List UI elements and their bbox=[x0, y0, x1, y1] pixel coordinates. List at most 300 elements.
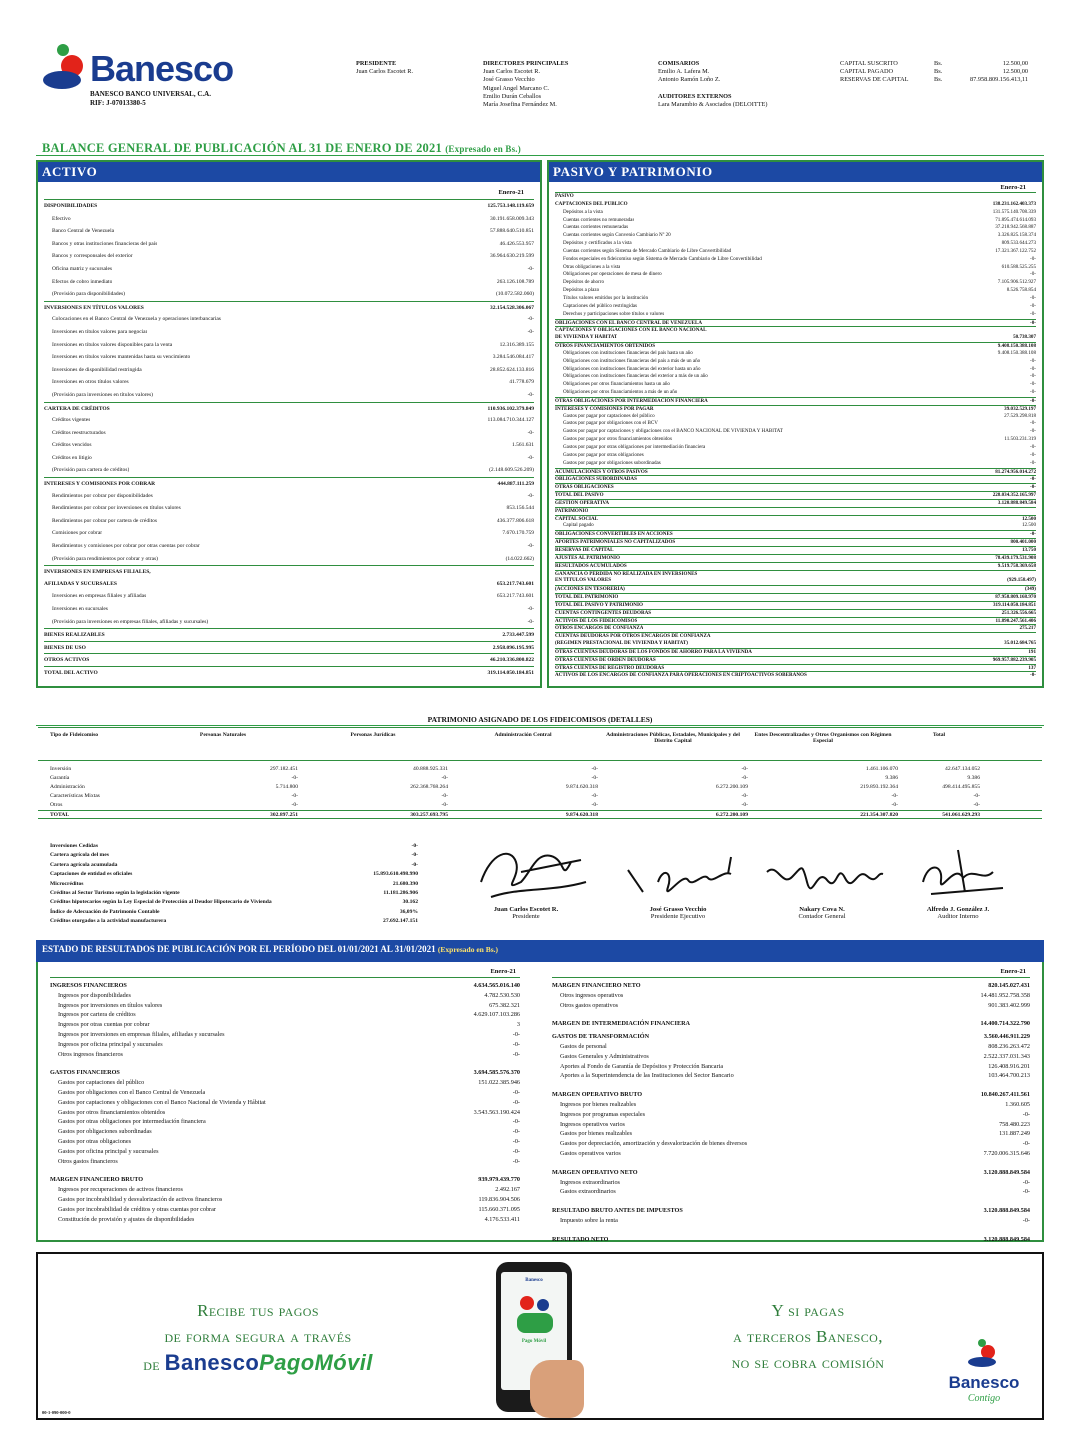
line-item-row bbox=[552, 1052, 1030, 1062]
row-label: (Provisión para inversiones en empresas filiales, afiliadas y sucursales) bbox=[52, 618, 209, 625]
banesco-logo bbox=[42, 42, 272, 112]
row-value: (10.072.582.060) bbox=[495, 291, 534, 298]
row-value: -0- bbox=[527, 429, 534, 436]
row-value: -0- bbox=[1022, 1216, 1030, 1224]
section-row bbox=[44, 565, 534, 578]
row-label: OBLIGACIONES CON EL BANCO CENTRAL DE VENEZUELA bbox=[555, 319, 703, 326]
row-value: 71.895.474.614.093 bbox=[995, 216, 1036, 223]
capital-currency: Bs. bbox=[934, 60, 943, 67]
presidente-name: Juan Carlos Escotet R. bbox=[356, 68, 414, 76]
signature-cova-icon bbox=[757, 842, 887, 906]
row-value: 10.840.267.411.561 bbox=[980, 1091, 1030, 1099]
row-value: 35.012.684.765 bbox=[1004, 640, 1036, 647]
resultados-right-rows bbox=[552, 981, 1030, 1245]
fid-cell: -0- bbox=[741, 802, 748, 808]
row-label: AFILIADAS Y SUCURSALES bbox=[44, 580, 117, 587]
row-value: 27.529.298.818 bbox=[1004, 412, 1036, 419]
row-label: OBLIGACIONES SUBORDINADAS bbox=[555, 476, 637, 483]
presidente-title: PRESIDENTE bbox=[356, 60, 397, 67]
advert-line-text: de bbox=[143, 1355, 160, 1374]
presidente-block bbox=[356, 60, 413, 76]
capital-label: RESERVAS DE CAPITAL bbox=[840, 76, 909, 84]
row-label: Captaciones del público restringidas bbox=[563, 302, 637, 309]
row-label: MARGEN OPERATIVO BRUTO bbox=[552, 1091, 643, 1099]
fid-cell: 9.386 bbox=[967, 775, 980, 781]
row-label: (Provisión para rendimientos por cobrar y otras) bbox=[52, 555, 158, 562]
line-item-row bbox=[44, 439, 534, 452]
row-value: 251.326.556.665 bbox=[1001, 609, 1036, 616]
line-item-row bbox=[555, 311, 1036, 319]
line-item-row bbox=[44, 490, 534, 503]
section-row bbox=[555, 326, 1036, 334]
fid-cell: -0- bbox=[891, 802, 898, 808]
advert-line bbox=[118, 1350, 398, 1378]
row-value: -0- bbox=[1030, 531, 1036, 538]
row-value: -0- bbox=[1030, 484, 1036, 491]
row-label: CUENTAS DEUDORAS POR OTROS ENCARGOS DE CONFIANZA bbox=[555, 633, 711, 640]
row-label: RESULTADO BRUTO ANTES DE IMPUESTOS bbox=[552, 1207, 683, 1215]
fid-cell: 9.874.620.318 bbox=[565, 784, 598, 790]
row-label: Ingresos por inversiones en empresas filiales, afiliadas y sucursales bbox=[58, 1030, 225, 1038]
row-value: 319.114.050.184.851 bbox=[992, 601, 1036, 608]
row-label: Otros ingresos financieros bbox=[58, 1050, 123, 1058]
line-item-row bbox=[555, 271, 1036, 279]
row-value: 12.316.389.155 bbox=[499, 341, 534, 348]
row-value: (349) bbox=[1024, 586, 1036, 593]
line-item-row bbox=[44, 263, 534, 276]
fid-cell: -0- bbox=[741, 766, 748, 772]
fid-total-row bbox=[38, 810, 1042, 819]
capital-block bbox=[840, 60, 1028, 85]
section-row bbox=[555, 671, 1036, 679]
indicator-label: Cartera agrícola del mes bbox=[50, 852, 109, 859]
line-item-row bbox=[50, 1157, 520, 1167]
row-label: Obligaciones con instituciones financieras del exterior hasta un año bbox=[563, 365, 701, 372]
section-row bbox=[555, 491, 1036, 499]
section-row bbox=[555, 624, 1036, 632]
row-value: 131.575.140.708.339 bbox=[992, 208, 1036, 215]
fid-cell: -0- bbox=[591, 793, 598, 799]
director-name: María Josefina Fernández M. bbox=[483, 101, 557, 109]
pagomovil-brand-name: Banesco bbox=[164, 1350, 260, 1375]
row-value: -0- bbox=[1030, 381, 1036, 388]
directores-block bbox=[483, 60, 568, 109]
row-value: 2.733.447.599 bbox=[502, 632, 534, 639]
indicator-value: -0- bbox=[411, 861, 418, 868]
row-label: Gastos por pagar por captaciones y obligaciones con el BANCO NACIONAL DE VIVIENDA Y HÁBITAT bbox=[563, 428, 783, 435]
fid-header-cell: Administraciones Públicas, Estadales, Municipales y del Distrito Capital bbox=[606, 732, 740, 744]
indicator-value: -0- bbox=[411, 843, 418, 849]
line-item-row bbox=[552, 1187, 1030, 1197]
line-item-row bbox=[555, 217, 1036, 225]
row-label: Otros ingresos operativos bbox=[560, 991, 624, 999]
line-item-row bbox=[555, 522, 1036, 530]
row-value: -0- bbox=[512, 1040, 520, 1048]
row-label: Impuesto sobre la renta bbox=[560, 1216, 618, 1224]
row-value: 3.120.888.849.584 bbox=[983, 1168, 1030, 1176]
line-item-row bbox=[50, 1088, 520, 1098]
row-value: 1.561.631 bbox=[512, 442, 534, 449]
row-label: Créditos vencidos bbox=[52, 442, 92, 449]
line-item-row bbox=[555, 381, 1036, 389]
row-label: Obligaciones con instituciones financieras del país a más de un año bbox=[563, 357, 701, 364]
section-row bbox=[555, 342, 1036, 350]
row-value: -0- bbox=[1030, 397, 1036, 404]
row-label: Depósitos a la vista bbox=[563, 208, 603, 215]
row-label: INVERSIONES EN EMPRESAS FILIALES, bbox=[44, 569, 151, 576]
signature-escotet-icon bbox=[461, 842, 591, 906]
row-label: Ingresos por disponibilidades bbox=[58, 991, 131, 999]
capital-currency: Bs. bbox=[934, 68, 943, 76]
line-item-row bbox=[552, 1120, 1030, 1130]
fid-cell: -0- bbox=[741, 793, 748, 799]
row-label: Ingresos por cartera de créditos bbox=[58, 1011, 136, 1019]
fid-cell: 40.888.925.331 bbox=[413, 766, 448, 772]
signer-role: Contador General bbox=[798, 913, 846, 920]
row-label: Gastos por bienes realizables bbox=[560, 1130, 632, 1138]
line-item-row bbox=[50, 1030, 520, 1040]
line-item-row bbox=[50, 1117, 520, 1127]
fid-total-cell: 303.257.693.795 bbox=[410, 812, 448, 818]
signer-name: Juan Carlos Escotet R. bbox=[493, 906, 559, 913]
row-label: Gastos por pagar por obligaciones subordinadas bbox=[563, 459, 661, 466]
section-row bbox=[555, 334, 1036, 342]
section-row bbox=[44, 301, 534, 314]
row-label: Depósitos de ahorro bbox=[563, 279, 605, 286]
line-item-row bbox=[555, 224, 1036, 232]
section-row bbox=[555, 570, 1036, 578]
line-item-row bbox=[50, 1078, 520, 1088]
row-label: RESULTADO NETO bbox=[552, 1235, 609, 1243]
row-spacer bbox=[552, 1197, 1030, 1203]
row-value: -0- bbox=[512, 1088, 520, 1096]
line-item-row bbox=[44, 502, 534, 515]
row-label: OTRAS CUENTAS DE REGISTRO DEUDORAS bbox=[555, 664, 665, 671]
row-value: 3.560.446.911.229 bbox=[983, 1033, 1030, 1041]
row-value: (14.022.662) bbox=[505, 555, 534, 562]
fid-cell: Características Mixtas bbox=[50, 793, 100, 799]
section-row bbox=[555, 664, 1036, 672]
line-item-row bbox=[44, 339, 534, 352]
row-label: INTERESES Y COMISIONES POR COBRAR bbox=[44, 481, 156, 488]
pagomovil-product-name: PagoMóvil bbox=[259, 1350, 373, 1375]
activo-heading: ACTIVO bbox=[38, 162, 540, 182]
fid-cell: -0- bbox=[973, 802, 980, 808]
capital-value: 12.500,00 bbox=[1002, 68, 1028, 76]
row-label: Constitución de provisión y ajustes de disponibilidades bbox=[58, 1215, 195, 1223]
fid-cell: 1.461.106.070 bbox=[865, 766, 898, 772]
fid-cell: -0- bbox=[291, 775, 298, 781]
resultados-right-column bbox=[552, 965, 1030, 1245]
signature-block bbox=[888, 842, 1028, 920]
row-label: Gastos por captaciones del público bbox=[58, 1079, 145, 1087]
rif: RIF: J-07013380-5 bbox=[90, 99, 146, 107]
row-value: 126.408.916.201 bbox=[988, 1062, 1030, 1070]
line-item-row bbox=[552, 1100, 1030, 1110]
row-value: 11.503.231.319 bbox=[1004, 436, 1036, 443]
line-item-row bbox=[50, 1010, 520, 1020]
row-value: 444.887.111.259 bbox=[497, 481, 534, 488]
section-row bbox=[555, 515, 1036, 523]
row-label: Depósitos y certificados a la vista bbox=[563, 240, 632, 247]
line-item-row bbox=[555, 303, 1036, 311]
fid-header-cell: Personas Naturales bbox=[199, 732, 247, 738]
row-value: -0- bbox=[1030, 357, 1036, 364]
indicator-row bbox=[50, 842, 418, 851]
row-value: 969.957.882.239.905 bbox=[992, 656, 1036, 663]
row-value: 113.084.710.344.127 bbox=[487, 417, 534, 424]
fid-cell: 262.368.768.264 bbox=[410, 784, 448, 790]
row-label: Obligaciones con instituciones financieras del exterior a más de un año bbox=[563, 373, 708, 380]
row-value: 46.426.553.957 bbox=[499, 240, 534, 247]
row-value: 8.526.758.854 bbox=[1006, 287, 1036, 294]
row-label: Gastos por otras obligaciones por intermediación financiera bbox=[58, 1118, 206, 1126]
activo-column-header: Enero-21 bbox=[44, 186, 534, 200]
line-item-row bbox=[555, 444, 1036, 452]
fid-total-cell: 302.897.251 bbox=[270, 812, 298, 818]
line-item-row bbox=[44, 603, 534, 616]
row-value: 3.326.825.158.374 bbox=[997, 232, 1036, 239]
fid-cell: Garantía bbox=[50, 775, 70, 781]
row-label: CAPTACIONES Y OBLIGACIONES CON EL BANCO NACIONAL bbox=[555, 327, 707, 334]
line-item-row bbox=[555, 358, 1036, 366]
row-label: TOTAL DEL PASIVO Y PATRIMONIO bbox=[555, 601, 643, 608]
row-value: 820.145.027.431 bbox=[988, 982, 1030, 989]
activo-panel bbox=[36, 160, 542, 688]
fid-header-cell: Entes Descentralizados y Otros Organismos con Régimen Especial bbox=[754, 732, 892, 744]
row-value: -0- bbox=[512, 1157, 520, 1165]
fid-cell: -0- bbox=[741, 775, 748, 781]
row-value: -0- bbox=[1030, 428, 1036, 435]
line-item-row bbox=[555, 295, 1036, 303]
line-item-row bbox=[50, 1127, 520, 1137]
row-label: Otros gastos operativos bbox=[560, 1001, 619, 1009]
indicator-label: Créditos hipotecarios según la Ley Especial de Protección al Deudor Hipotecario de Vivienda bbox=[50, 899, 272, 906]
row-value bbox=[1032, 633, 1036, 640]
row-label: (Provisión para inversiones en títulos valores) bbox=[52, 391, 153, 398]
people-illustration-icon bbox=[509, 1289, 559, 1337]
row-value: 610.588.525.255 bbox=[1001, 263, 1036, 270]
row-value: -0- bbox=[1030, 444, 1036, 450]
section-row bbox=[555, 397, 1036, 405]
section-row bbox=[44, 477, 534, 490]
row-value: 57.888.640.510.851 bbox=[490, 228, 534, 235]
advert-line: Recibe tus pagos bbox=[197, 1301, 319, 1320]
comisario-name: Antonio Ramón Loño Z. bbox=[658, 76, 721, 84]
line-item-row bbox=[44, 225, 534, 238]
fid-cell: -0- bbox=[441, 775, 448, 781]
fid-header-cell: Tipo de Fideicomiso bbox=[50, 732, 99, 738]
row-value: 2.522.337.031.343 bbox=[983, 1052, 1030, 1060]
row-label: OBLIGACIONES CONVERTIBLES EN ACCIONES bbox=[555, 531, 673, 538]
row-label: Gastos por pagar por otras obligaciones por intermediación financiera bbox=[563, 444, 706, 450]
row-label: Otras obligaciones a la vista bbox=[563, 263, 621, 270]
director-name: Miguel Angel Marcano C. bbox=[483, 84, 550, 92]
line-item-row bbox=[555, 240, 1036, 248]
section-row bbox=[555, 475, 1036, 483]
capital-row bbox=[840, 60, 1028, 68]
section-row bbox=[555, 530, 1036, 538]
row-label: OTRAS CUENTAS DE ORDEN DEUDORAS bbox=[555, 656, 656, 663]
row-value: 800.401.000 bbox=[1010, 539, 1036, 546]
line-item-row bbox=[44, 376, 534, 389]
section-row bbox=[555, 546, 1036, 554]
row-value bbox=[1032, 327, 1036, 334]
signer-role: Presidente Ejecutivo bbox=[650, 913, 706, 920]
row-value: 3.120.888.849.584 bbox=[983, 1235, 1030, 1243]
line-item-row bbox=[44, 313, 534, 326]
row-label: Inversiones de disponibilidad restringida bbox=[52, 366, 142, 373]
row-value: 436.377.806.618 bbox=[496, 517, 534, 524]
section-row bbox=[555, 405, 1036, 413]
row-label: Cuentas corrientes según Convenio Cambiario Nº 20 bbox=[563, 232, 671, 239]
row-value: 46.210.336.800.822 bbox=[490, 657, 534, 664]
section-row bbox=[44, 666, 534, 679]
director-name: Juan Carlos Escotet R. bbox=[483, 68, 541, 76]
row-value: -0- bbox=[1030, 459, 1036, 466]
resultados-left-rows bbox=[50, 981, 520, 1224]
indicator-value: 36,09% bbox=[399, 908, 418, 915]
fid-cell: -0- bbox=[973, 793, 980, 799]
row-value: 853.156.544 bbox=[506, 505, 534, 512]
advert-left-text bbox=[118, 1298, 398, 1378]
legal-info bbox=[90, 90, 211, 108]
fid-cell: Otros bbox=[50, 802, 63, 808]
row-value: 4.629.107.103.286 bbox=[473, 1011, 520, 1019]
row-label: GASTOS FINANCIEROS bbox=[50, 1069, 120, 1077]
row-value: -0- bbox=[1030, 476, 1036, 483]
line-item-row bbox=[552, 1216, 1030, 1226]
row-value: 41.778.679 bbox=[509, 379, 534, 386]
row-value: -0- bbox=[527, 391, 534, 398]
row-value: 9.408.150.388.108 bbox=[997, 349, 1036, 356]
line-item-row bbox=[50, 1137, 520, 1147]
line-item-row bbox=[44, 326, 534, 339]
row-value: 653.217.743.601 bbox=[496, 593, 534, 600]
row-value: (2.148.609.526.209) bbox=[489, 467, 534, 474]
line-item-row bbox=[552, 1042, 1030, 1052]
row-label: Ingresos por oficina principal y sucursales bbox=[58, 1040, 163, 1048]
advert-line: Y si pagas bbox=[771, 1301, 845, 1320]
row-value: -0- bbox=[1030, 365, 1036, 372]
contigo-brand: Banesco bbox=[948, 1373, 1020, 1392]
row-label: Ingresos extraordinarios bbox=[560, 1178, 620, 1186]
row-label: RESERVAS DE CAPITAL bbox=[555, 546, 614, 553]
indicator-row bbox=[50, 917, 418, 926]
phone-illustration bbox=[496, 1262, 572, 1412]
row-value: 228.034.352.165.997 bbox=[992, 492, 1036, 499]
row-label: (Provisión para disponibilidades) bbox=[52, 291, 126, 298]
row-value: 3.284.546.084.417 bbox=[492, 354, 534, 361]
row-label: Gastos de personal bbox=[560, 1042, 607, 1050]
section-row bbox=[555, 617, 1036, 625]
row-label: Depósitos a plazo bbox=[563, 287, 600, 294]
line-item-row bbox=[50, 1001, 520, 1011]
row-label: CAPITAL SOCIAL bbox=[555, 515, 599, 522]
line-item-row bbox=[555, 256, 1036, 264]
banesco-bubbles-icon bbox=[966, 1338, 1002, 1368]
line-item-row bbox=[552, 1062, 1030, 1072]
row-label: Créditos vigentes bbox=[52, 417, 91, 424]
indicator-row bbox=[50, 870, 418, 879]
fid-cell: 6.272.200.109 bbox=[715, 784, 748, 790]
advert-line: no se cobra comisión bbox=[731, 1353, 885, 1372]
row-value: -0- bbox=[1030, 271, 1036, 278]
row-value: 11.890.247.561.406 bbox=[995, 617, 1036, 624]
row-label: Inversiones en empresas filiales y afiliadas bbox=[52, 593, 147, 600]
activo-rows bbox=[38, 200, 540, 679]
row-value: 7.670.170.759 bbox=[502, 530, 534, 537]
section-row bbox=[555, 319, 1036, 327]
row-value: 3 bbox=[516, 1021, 520, 1029]
section-row bbox=[555, 648, 1036, 656]
signer-name: José Grasso Vecchio bbox=[649, 906, 707, 913]
row-label: INTERESES Y COMISIONES POR PAGAR bbox=[555, 405, 654, 412]
row-value: -0- bbox=[1030, 451, 1036, 458]
fid-row bbox=[38, 765, 1042, 774]
line-item-row bbox=[552, 1071, 1030, 1081]
row-label: Gastos extraordinarios bbox=[560, 1188, 616, 1196]
row-label: Otros gastos financieros bbox=[58, 1157, 118, 1165]
fid-cell: 297.182.451 bbox=[270, 766, 298, 772]
row-value: 809.533.644.273 bbox=[1001, 240, 1036, 247]
title-rule bbox=[36, 155, 1044, 156]
comisarios-block bbox=[658, 60, 767, 109]
indicator-label: Créditos otorgados a la actividad manufacturera bbox=[50, 918, 167, 925]
row-label: Rendimientos por cobrar por disponibilidades bbox=[52, 492, 153, 499]
row-label: OTRAS CUENTAS DEUDORAS DE LOS FONDOS DE AHORRO PARA LA VIVIENDA bbox=[555, 648, 752, 655]
row-label: Ingresos por inversiones en títulos valores bbox=[58, 1001, 163, 1009]
row-value: 3.120.888.849.584 bbox=[983, 1207, 1030, 1215]
row-label: Créditos en litigio bbox=[52, 454, 92, 461]
row-spacer bbox=[552, 1081, 1030, 1087]
indicator-label: Microcréditos bbox=[50, 880, 84, 887]
row-label: Efectivo bbox=[52, 215, 71, 222]
indicator-row bbox=[50, 861, 418, 870]
section-row bbox=[44, 402, 534, 415]
row-value: 115.660.371.095 bbox=[478, 1205, 520, 1213]
section-row bbox=[552, 1168, 1030, 1178]
line-item-row bbox=[50, 1215, 520, 1225]
fid-cell: 42.647.134.052 bbox=[945, 766, 980, 772]
capital-label: CAPITAL SUSCRITO bbox=[840, 60, 898, 67]
row-value: -0- bbox=[1030, 319, 1036, 326]
section-row bbox=[555, 554, 1036, 562]
row-label: Banco Central de Venezuela bbox=[52, 228, 115, 235]
row-value: 119.836.904.506 bbox=[478, 1195, 520, 1203]
row-value: -0- bbox=[1030, 389, 1036, 396]
fid-row bbox=[38, 783, 1042, 792]
line-item-row bbox=[44, 427, 534, 440]
row-value: 939.979.439.770 bbox=[478, 1176, 520, 1184]
fid-total-cell: 6.272.200.109 bbox=[715, 812, 748, 818]
row-value: 653.217.743.601 bbox=[496, 580, 534, 587]
line-item-row bbox=[44, 364, 534, 377]
comisario-name: Emilio A. Lafera M. bbox=[658, 68, 710, 76]
fid-row bbox=[38, 792, 1042, 801]
fid-header-row bbox=[38, 727, 1042, 761]
line-item-row bbox=[555, 413, 1036, 421]
line-item-row bbox=[555, 460, 1036, 468]
line-item-row bbox=[44, 464, 534, 477]
resultados-left-column bbox=[50, 965, 520, 1224]
row-label: GANANCIA O PÉRDIDA NO REALIZADA EN INVERSIONES bbox=[555, 570, 698, 577]
row-label: DISPONIBILIDADES bbox=[44, 203, 98, 209]
row-value: -0- bbox=[1030, 310, 1036, 317]
row-label: Gastos por obligaciones subordinadas bbox=[58, 1128, 152, 1136]
line-item-row bbox=[44, 452, 534, 465]
capital-currency: Bs. bbox=[934, 76, 943, 84]
